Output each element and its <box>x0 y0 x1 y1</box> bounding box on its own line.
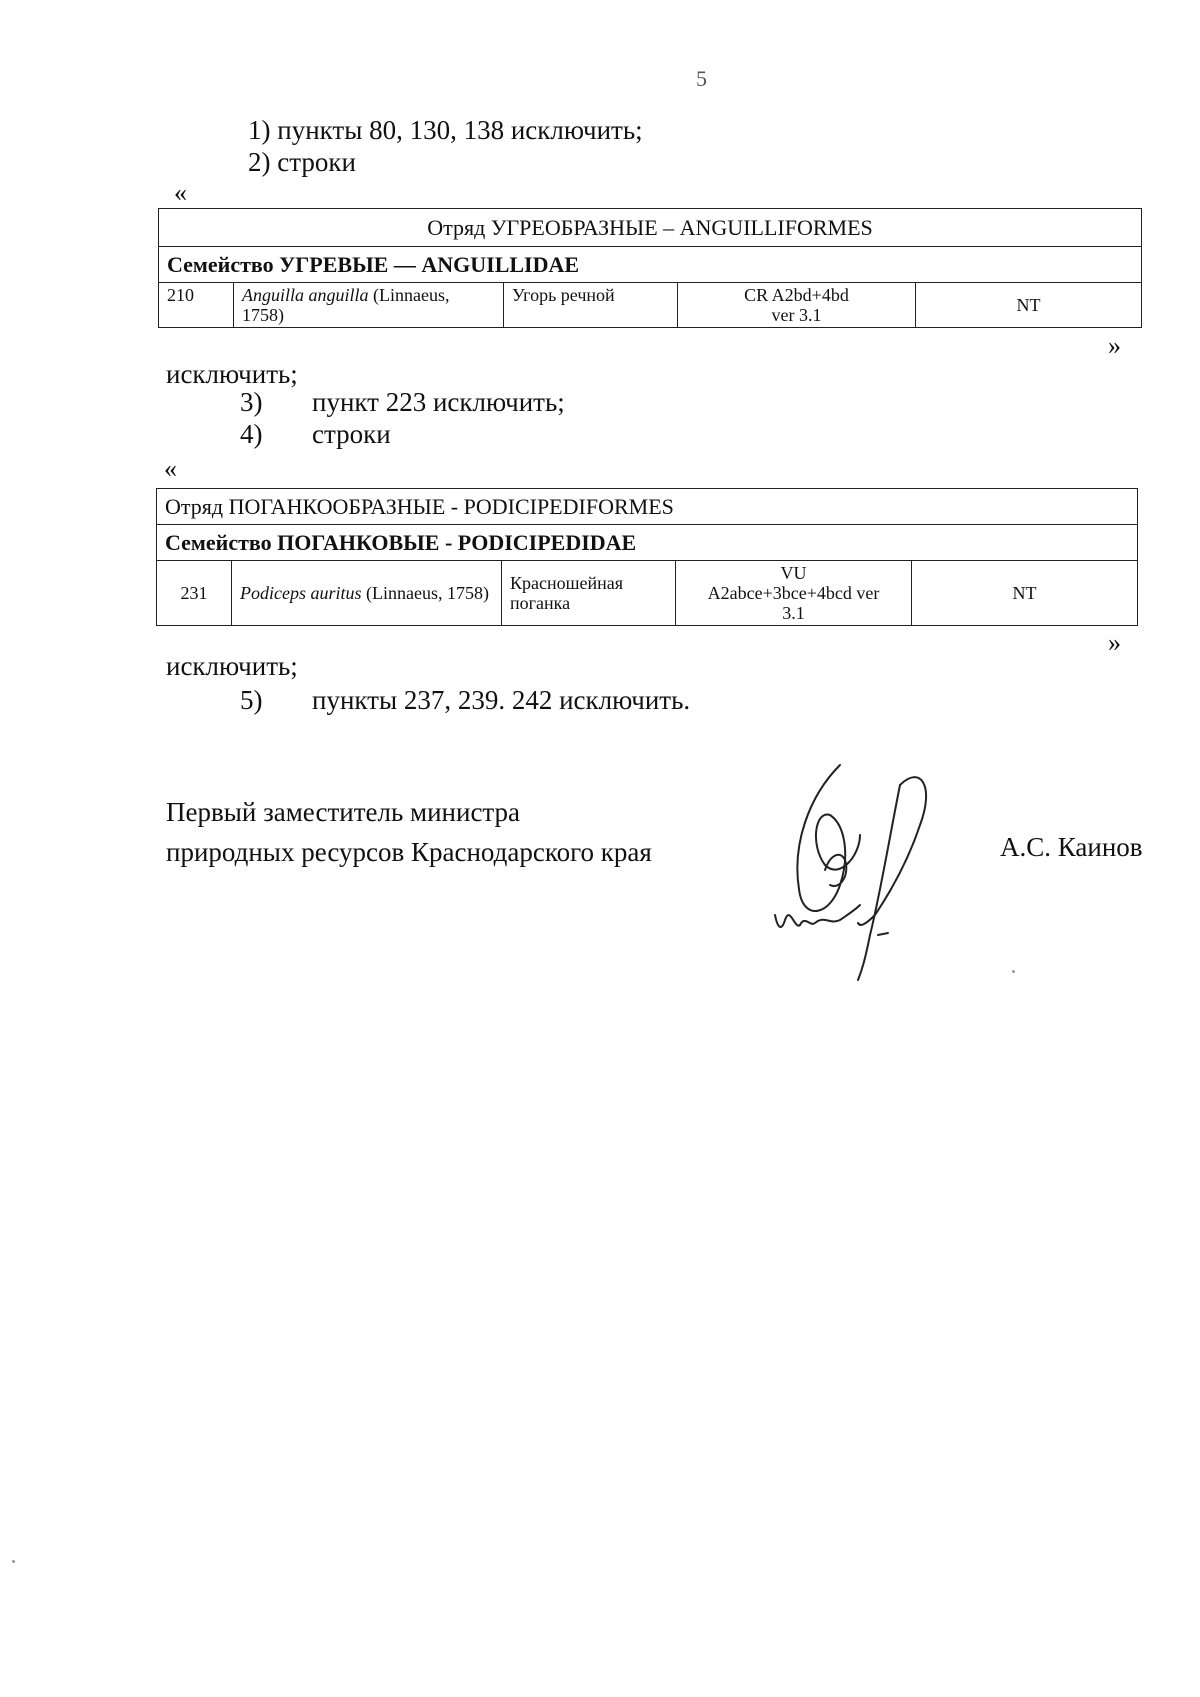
item-1: 1) пункты 80, 130, 138 исключить; <box>248 115 643 145</box>
iucn-status <box>678 283 916 328</box>
russian-name: Угорь речной <box>504 283 678 328</box>
status-line: A2abce+3bce+4bcd ver <box>707 583 880 603</box>
exclude-2: исключить; <box>166 651 298 681</box>
order-row: Отряд ПОГАНКООБРАЗНЫЕ - PODICIPEDIFORMES <box>157 489 1138 525</box>
latin-author: (Linnaeus, 1758) <box>242 285 450 325</box>
row-number: 210 <box>159 283 234 328</box>
category: NT <box>912 561 1138 626</box>
latin-name <box>232 561 502 626</box>
latin-species: Anguilla anguilla <box>242 285 369 305</box>
category: NT <box>916 283 1142 328</box>
open-quote-2: « <box>164 454 177 483</box>
latin-name <box>234 283 504 328</box>
signatory-name: А.С. Каинов <box>1000 832 1143 862</box>
page-number: 5 <box>696 66 707 91</box>
latin-species: Podiceps auritus <box>240 583 362 603</box>
item-5-text: пункты 237, 239. 242 исключить. <box>312 685 691 715</box>
item-4-text: строки <box>312 419 391 449</box>
status-line: ver 3.1 <box>771 305 822 325</box>
order-row: Отряд УГРЕОБРАЗНЫЕ – ANGUILLIFORMES <box>159 209 1142 247</box>
table-row <box>159 283 1142 328</box>
family-row: Семейство УГРЕВЫЕ — ANGUILLIDAE <box>159 247 1142 283</box>
latin-author: (Linnaeus, 1758) <box>366 583 489 603</box>
close-quote-1: » <box>1108 331 1121 360</box>
status-line: CR A2bd+4bd <box>744 285 849 305</box>
signatory-position <box>166 792 652 872</box>
family-row: Семейство ПОГАНКОВЫЕ - PODICIPEDIDAE <box>157 525 1138 561</box>
close-quote-2: » <box>1108 628 1121 657</box>
item-4-num: 4) <box>240 419 263 449</box>
item-2: 2) строки <box>248 147 356 177</box>
table-podicipediformes <box>156 488 1138 626</box>
item-3-text: пункт 223 исключить; <box>312 387 565 417</box>
russian-name: Красношейная поганка <box>502 561 676 626</box>
scan-speck <box>12 1560 15 1563</box>
open-quote-1: « <box>174 178 187 207</box>
item-3-num: 3) <box>240 387 263 417</box>
iucn-status <box>676 561 912 626</box>
table-row <box>157 561 1138 626</box>
item-5-num: 5) <box>240 685 263 715</box>
table-anguilliformes <box>158 208 1142 328</box>
status-line: VU <box>780 563 807 583</box>
scan-speck <box>1012 970 1015 973</box>
status-line: 3.1 <box>782 603 805 623</box>
handwritten-signature <box>770 755 960 985</box>
row-number: 231 <box>157 561 232 626</box>
position-line: природных ресурсов Краснодарского края <box>166 837 652 867</box>
exclude-1: исключить; <box>166 359 298 389</box>
position-line: Первый заместитель министра <box>166 797 521 827</box>
